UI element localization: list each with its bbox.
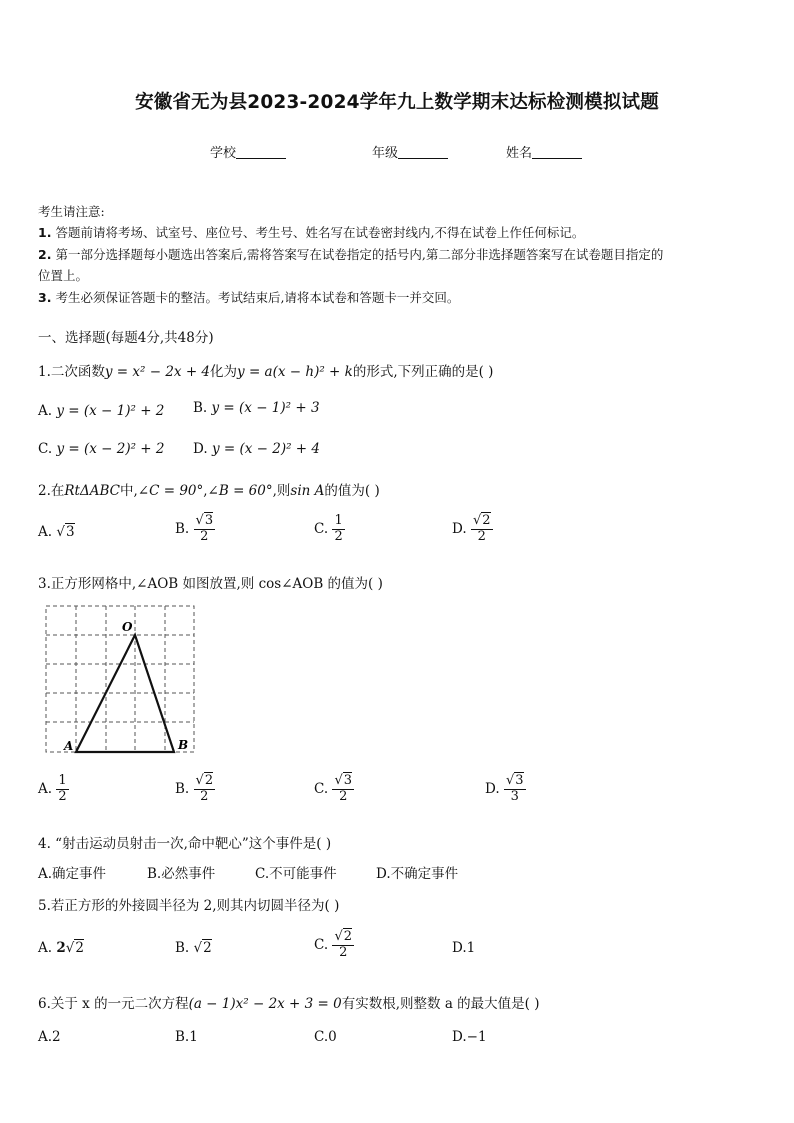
q2-option-a: A. √3 (38, 524, 75, 540)
q3-c-label: C. (314, 780, 329, 797)
question-3: 3.正方形网格中,∠AOB 如图放置,则 cos∠AOB 的值为( ) (38, 576, 383, 592)
q6-option-d: D.−1 (452, 1029, 487, 1045)
school-blank (236, 146, 286, 159)
question-6 (38, 992, 539, 1012)
q3-b-den: 2 (200, 788, 209, 804)
q5-option-b: B. √2 (175, 940, 212, 956)
q2-b-fraction: $\frac{√3}{2}$ (195, 513, 214, 544)
q4-option-a: A.确定事件 (38, 866, 107, 882)
q1-c-label: C. (38, 441, 53, 457)
note-1-num: 1. (38, 225, 52, 240)
school-label: 学校 (210, 146, 237, 161)
q1-stem-a: 1.二次函数 (38, 364, 105, 380)
q2-a-radicand: 3 (65, 524, 75, 540)
note-2-text: 第一部分选择题每小题选出答案后,需将答案写在试卷指定的括号内,第二部分非选择题答案写在试卷题目指定的 (55, 247, 664, 262)
note-3 (38, 288, 459, 306)
q3-a-den: 2 (58, 788, 67, 804)
q1-a-label: A. (38, 403, 53, 419)
note-2-num: 2. (38, 247, 52, 262)
q5-b-radicand: 2 (203, 940, 212, 956)
q2-c-fraction (332, 514, 344, 545)
q5-b-label: B. (175, 940, 190, 956)
label-o: O (122, 620, 133, 634)
note-1 (38, 223, 584, 241)
q5-a-radicand: 2 (75, 940, 84, 956)
q3-d-num: 3 (515, 773, 524, 788)
q2-option-b (175, 514, 215, 545)
label-a: A (64, 739, 74, 753)
q2-function: sin A (290, 483, 325, 499)
q1-formula: y = x² − 2x + 4 (104, 364, 211, 380)
q2-angle-b: ∠B = 60° (207, 483, 273, 499)
q1-b-expr: y = (x − 1)² + 3 (211, 400, 320, 416)
q5-c-label: C. (314, 936, 329, 953)
q5-option-a: A. 2√2 (38, 940, 84, 956)
q2-b-den: 2 (200, 528, 209, 544)
q6-option-b: B.1 (175, 1029, 198, 1045)
q2-stem-a: 2.在 (38, 483, 65, 499)
q1-a-expr: y = (x − 1)² + 2 (56, 403, 165, 419)
q6-stem-b: 有实数根,则整数 a 的最大值是( ) (341, 996, 540, 1012)
q5-c-num: 2 (343, 929, 353, 944)
school-field (210, 142, 286, 161)
question-1 (38, 360, 493, 380)
q3-b-num: 2 (204, 773, 214, 788)
grade-blank (398, 146, 448, 159)
q1-option-a (38, 403, 164, 419)
q3-option-c (314, 774, 354, 805)
question-5: 5.若正方形的外接圆半径为 2,则其内切圆半径为( ) (38, 898, 340, 914)
q2-triangle: RtΔABC (64, 483, 120, 499)
q3-option-d (485, 774, 526, 805)
q5-c-fraction: $\frac{√2}{2}$ (334, 929, 353, 960)
name-blank (532, 146, 582, 159)
grade-field (372, 142, 448, 161)
note-2 (38, 245, 663, 263)
q2-d-num: 2 (482, 513, 491, 528)
q3-b-fraction: $\frac{√2}{2}$ (195, 773, 214, 804)
q1-b-label: B. (193, 400, 208, 416)
q2-d-den: 2 (477, 528, 486, 544)
q4-option-b: B.必然事件 (147, 866, 216, 882)
q3-c-num: 3 (343, 773, 353, 788)
q2-c-label: C. (314, 520, 329, 537)
q3-b-label: B. (175, 780, 190, 797)
q2-d-fraction: $\frac{√2}{2}$ (472, 513, 491, 544)
q2-c-num: 1 (334, 513, 343, 528)
q4-option-c: C.不可能事件 (255, 866, 337, 882)
q5-a-coef: 2 (56, 940, 66, 956)
q4-option-d: D.不确定事件 (376, 866, 459, 882)
q6-option-c: C.0 (314, 1029, 337, 1045)
question-4: 4. “射击运动员射击一次,命中靶心”这个事件是( ) (38, 836, 332, 852)
name-field (506, 142, 582, 161)
q2-b-label: B. (175, 520, 190, 537)
q2-stem-c: ,则 (272, 483, 291, 499)
q2-d-label: D. (452, 520, 467, 537)
q6-stem-a: 6.关于 x 的一元二次方程 (38, 996, 189, 1012)
q2-option-c (314, 514, 345, 545)
q1-stem-c: 的形式,下列正确的是( ) (352, 364, 494, 380)
q1-option-b (193, 400, 320, 416)
q1-form: y = a(x − h)² + k (237, 364, 353, 380)
q2-b-num: 3 (204, 513, 214, 528)
question-2 (38, 479, 380, 499)
grade-label: 年级 (372, 146, 399, 161)
q3-c-fraction: $\frac{√3}{2}$ (334, 773, 353, 804)
q1-stem-b: 化为 (210, 364, 238, 380)
q5-option-c (314, 930, 354, 961)
note-3-num: 3. (38, 290, 52, 305)
q6-option-a: A.2 (38, 1029, 61, 1045)
q5-option-d: D.1 (452, 940, 476, 956)
q3-d-label: D. (485, 780, 500, 797)
q2-angle-c: ∠C = 90° (137, 483, 204, 499)
exam-title: 安徽省无为县2023-2024学年九上数学期末达标检测模拟试题 (135, 92, 659, 113)
q3-a-num: 1 (58, 773, 67, 788)
q2-c-den: 2 (334, 528, 343, 544)
q1-option-d (193, 441, 320, 457)
q3-option-a (38, 774, 69, 805)
q3-option-b (175, 774, 215, 805)
grid-figure (40, 600, 200, 760)
q1-d-expr: y = (x − 2)² + 4 (211, 441, 320, 457)
label-b: B (178, 738, 189, 752)
q2-option-d (452, 514, 493, 545)
square-grid (46, 606, 194, 752)
section-heading: 一、选择题(每题4分,共48分) (38, 330, 214, 346)
q1-d-label: D. (193, 441, 208, 457)
name-label: 姓名 (506, 146, 533, 161)
q5-c-den: 2 (339, 944, 348, 960)
q5-a-label: A. (38, 940, 53, 956)
q3-a-fraction (56, 774, 68, 805)
note-2-cont: 位置上。 (38, 268, 89, 283)
q1-option-c (38, 441, 164, 457)
note-3-text: 考生必须保证答题卡的整洁。考试结束后,请将本试卷和答题卡一并交回。 (55, 290, 460, 305)
q1-c-expr: y = (x − 2)² + 2 (56, 441, 165, 457)
q2-stem-b: 中, (119, 483, 138, 499)
q2-stem-d: 的值为( ) (324, 483, 380, 499)
q3-d-den: 3 (510, 788, 519, 804)
q3-a-label: A. (38, 780, 53, 797)
q2-a-label: A. (38, 524, 53, 540)
q3-c-den: 2 (339, 788, 348, 804)
q6-equation: (a − 1)x² − 2x + 3 = 0 (188, 996, 342, 1012)
q3-d-fraction: $\frac{√3}{3}$ (505, 773, 524, 804)
q2-sep: , (203, 483, 208, 499)
notes-heading: 考生请注意: (38, 204, 105, 219)
note-1-text: 答题前请将考场、试室号、座位号、考生号、姓名写在试卷密封线内,不得在试卷上作任何标记。 (55, 225, 585, 240)
